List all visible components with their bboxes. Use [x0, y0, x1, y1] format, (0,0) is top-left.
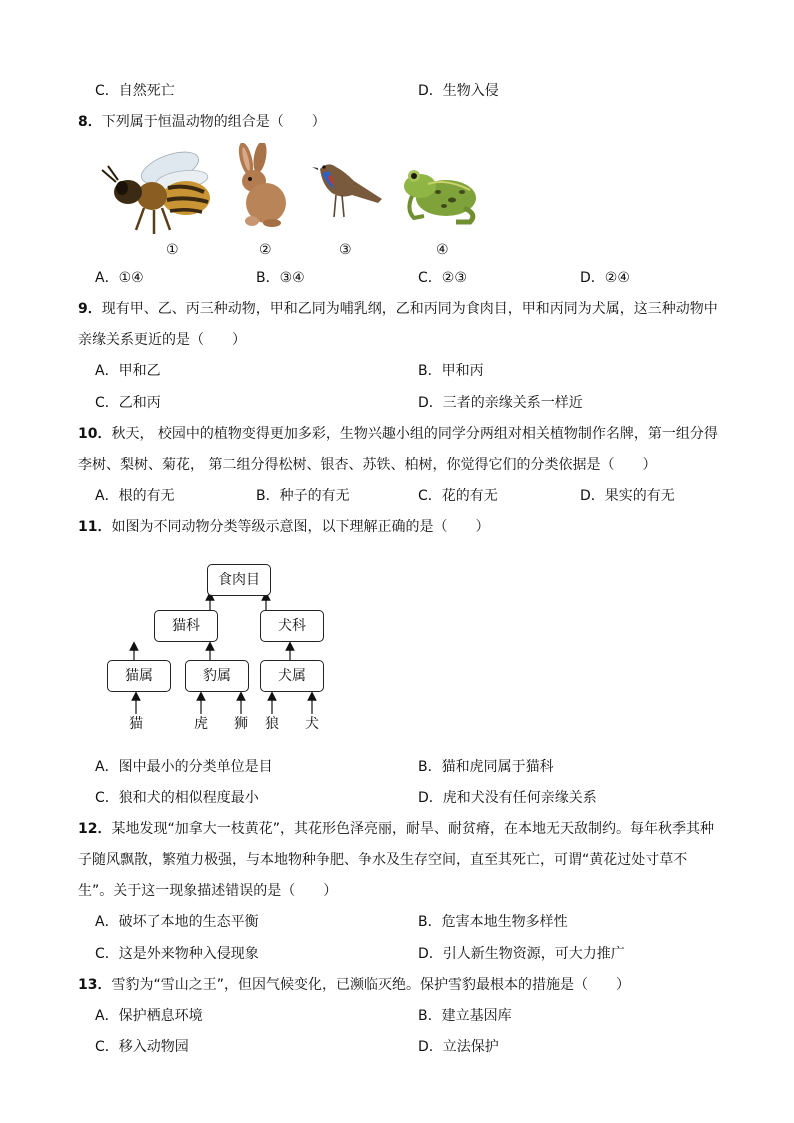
q10-option-b: B．种子的有无 [256, 488, 350, 504]
node-genus-panthera: 豹属 [185, 660, 249, 692]
q7-option-d: D．生物入侵 [418, 83, 499, 99]
q9-stem-line2: 亲缘关系更近的是（ ） [78, 332, 246, 348]
q9-option-b: B．甲和丙 [418, 363, 484, 379]
q13-stem: 13．雪豹为“雪山之王”，但因气候变化，已濒临灭绝。保护雪豹最根本的措施是（ ） [78, 977, 630, 993]
q8-stem: 8．下列属于恒温动物的组合是（ ） [78, 114, 326, 130]
q8-option-b: B．③④ [256, 270, 305, 286]
image-label-3: ③ [339, 242, 352, 258]
q12-option-b: B．危害本地生物多样性 [418, 914, 568, 930]
species-wolf: 狼 [265, 716, 279, 732]
q10-option-c: C．花的有无 [418, 488, 498, 504]
node-family-cat: 猫科 [154, 610, 218, 642]
q13-option-a: A．保护栖息环境 [95, 1008, 203, 1024]
bird-image [308, 155, 386, 225]
frog-image [398, 156, 482, 226]
q8-option-c: C．②③ [418, 270, 467, 286]
species-cat: 猫 [129, 716, 143, 732]
q12-option-a: A．破坏了本地的生态平衡 [95, 914, 259, 930]
q10-stem-line2: 李树、梨树、菊花， 第二组分得松树、银杏、苏铁、柏树，你觉得它们的分类依据是（ ） [78, 457, 657, 473]
q11-option-a: A．图中最小的分类单位是目 [95, 759, 273, 775]
node-genus-felis: 猫属 [107, 660, 171, 692]
rabbit-image [228, 143, 294, 229]
species-dog: 犬 [305, 716, 319, 732]
q11-stem: 11．如图为不同动物分类等级示意图，以下理解正确的是（ ） [78, 519, 490, 535]
q8-option-d: D．②④ [580, 270, 630, 286]
q12-stem-line1: 12．某地发现“加拿大一枝黄花”，其花形色泽亮丽，耐旱、耐贫瘠，在本地无天敌制约。每年秋季其种 [78, 821, 714, 837]
node-order: 食肉目 [207, 564, 271, 596]
q11-option-b: B．猫和虎同属于猫科 [418, 759, 554, 775]
bee-image [98, 140, 216, 240]
q9-option-a: A．甲和乙 [95, 363, 161, 379]
q12-option-c: C．这是外来物种入侵现象 [95, 946, 259, 962]
q7-option-c: C．自然死亡 [95, 83, 175, 99]
q13-option-b: B．建立基因库 [418, 1008, 512, 1024]
q10-option-a: A．根的有无 [95, 488, 175, 504]
q9-option-d: D．三者的亲缘关系一样近 [418, 395, 583, 411]
q10-stem-line1: 10．秋天， 校园中的植物变得更加多彩，生物兴趣小组的同学分两组对相关植物制作名牌，第一组分得 [78, 426, 718, 442]
image-label-1: ① [166, 242, 179, 258]
q11-option-d: D．虎和犬没有任何亲缘关系 [418, 790, 597, 806]
image-label-2: ② [259, 242, 272, 258]
species-lion: 狮 [234, 716, 248, 732]
q8-option-a: A．①④ [95, 270, 144, 286]
q10-option-d: D．果实的有无 [580, 488, 675, 504]
q9-option-c: C．乙和丙 [95, 395, 161, 411]
q12-stem-line2: 子随风飘散，繁殖力极强，与本地物种争肥、争水及生存空间，直至其死亡，可谓“黄花过处寸草不 [78, 852, 688, 868]
q12-stem-line3: 生”。关于这一现象描述错误的是（ ） [78, 883, 338, 899]
q11-option-c: C．狼和犬的相似程度最小 [95, 790, 259, 806]
q13-option-d: D．立法保护 [418, 1039, 499, 1055]
image-label-4: ④ [436, 242, 449, 258]
node-family-dog: 犬科 [260, 610, 324, 642]
q9-stem-line1: 9．现有甲、乙、丙三种动物，甲和乙同为哺乳纲，乙和丙同为食肉目，甲和丙同为犬属，这三种动物中 [78, 301, 718, 317]
node-genus-canis: 犬属 [260, 660, 324, 692]
q13-option-c: C．移入动物园 [95, 1039, 189, 1055]
q12-option-d: D．引人新生物资源，可大力推广 [418, 946, 625, 962]
species-tiger: 虎 [194, 716, 208, 732]
